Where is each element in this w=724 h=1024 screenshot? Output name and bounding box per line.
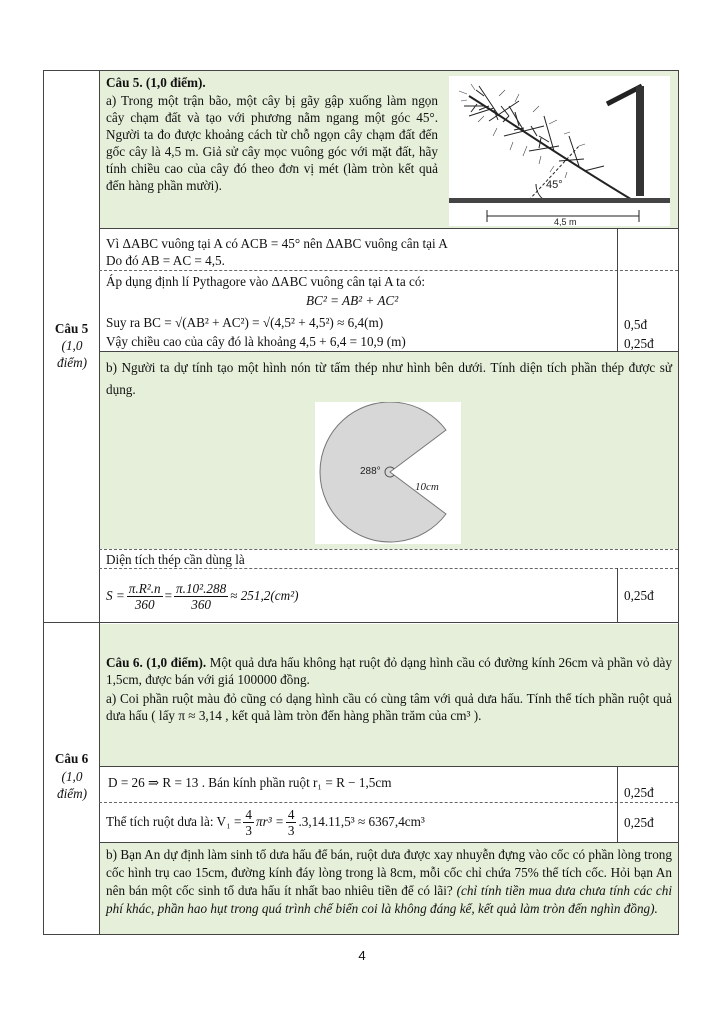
q5-score-a2: 0,25đ: [624, 336, 654, 351]
q6-intro: Câu 6. (1,0 điểm). Một quả dưa hấu không hạt ruột đỏ dạng hình cầu có đường kính 26cm và phần vỏ dày 1,5cm, được bán với giá 100000 đồng.: [106, 655, 673, 687]
fraction-1: $\frac{\text{π.R².n}}{360}$: [128, 580, 161, 612]
row-line: [99, 228, 678, 229]
formula-S: S =: [106, 588, 125, 603]
formula-result: ≈ 251,2(cm²): [230, 588, 299, 603]
row-line: [99, 568, 678, 569]
q5-sol2-formula: BC² = AB² + AC²: [306, 293, 399, 308]
q5-sol3-line1: Diện tích thép cần dùng là: [106, 552, 245, 567]
q6-side-title: Câu 6: [54, 751, 89, 766]
q6-volume-formula: Thể tích ruột dưa là: V₁ = $\frac{4}{3}$ πr³ = $\frac{4}{3}$ .3,14.11,5³ ≈ 6367,4cm³: [106, 806, 425, 838]
q6-sol1: D = 26 ⇒ R = 13 . Bán kính phần ruột r₁ = R − 1,5cm: [108, 775, 392, 790]
q5-area-formula: S = $\frac{\text{π.R².n}}{360}$ = $\frac{\text{π.10².288}}{360}$ ≈ 251,2(cm²): [106, 580, 299, 612]
page-number: 4: [358, 948, 366, 963]
sector-angle-label: 288°: [360, 466, 381, 477]
q5-score-b: 0,25đ: [624, 588, 654, 603]
tree-trunk: [636, 86, 644, 196]
fraction-4-3: $\frac{4}{3}$: [245, 806, 252, 838]
q5-sol1-line2: Do đó AB = AC = 4,5.: [106, 253, 225, 268]
q6-part-a: a) Coi phần ruột màu đỏ cũng có dạng hình cầu có cùng tâm với quả dưa hấu. Tính thể tích phần ruột quả dưa hấu ( lấy π ≈ 3,14 , kết quả làm tròn đến hàng phần trăm của cm³ ).: [106, 691, 672, 723]
column-divider: [99, 70, 100, 934]
table-border-left: [43, 70, 44, 934]
fraction-2: $\frac{\text{π.10².288}}{360}$: [176, 580, 227, 612]
length-label: 4,5 m: [554, 217, 577, 226]
q6-score-2: 0,25đ: [624, 815, 654, 830]
row-line: [99, 270, 678, 271]
q6-part-b: b) Bạn An dự định làm sinh tố dưa hấu để bán, ruột dưa được xay nhuyễn đựng vào cốc có phần lòng trong cốc hình trụ cao 15cm, đường kính đáy lòng trong là 8cm, mỗi cốc chỉ chứa 75% thể tích cốc. Hỏi bạn An nên bán một cốc sinh tố dưa hấu ít nhất bao nhiêu tiền để có lãi? (chỉ tính tiền mua dưa chưa tính các chi phí khác, phần hao hụt trong quá trình chế biến coi là không đáng kể, kết quả làm tròn đến nghìn đồng).: [106, 847, 673, 916]
ground: [449, 198, 670, 203]
q5-side-title: Câu 5: [54, 321, 89, 336]
q6-score-1: 0,25đ: [624, 785, 654, 800]
q5-score-a1: 0,5đ: [624, 317, 648, 332]
q5-title: Câu 5. (1,0 điểm).: [106, 75, 206, 90]
q5-part-b: b) Người ta dự tính tạo một hình nón từ tấm thép như hình bên dưới. Tính diện tích phần thép được sử dụng.: [106, 360, 672, 397]
row-line: [99, 842, 678, 843]
q5-side-points: (1,0 điểm): [56, 338, 88, 370]
row-line: [99, 351, 678, 352]
q5-sol1-line1: Vì ΔABC vuông tại A có ACB = 45° nên ΔABC vuông cân tại A: [106, 236, 448, 251]
table-bottom: [43, 934, 679, 935]
q5-part-a: a) Trong một trận bão, một cây bị gãy gập xuống làm ngọn cây chạm đất và tạo với phương nằm ngang một góc 45°. Người ta đo được khoảng cách từ chỗ ngọn cây chạm đất đến gốc cây là 4,5 m. Giả sử cây mọc vuông góc với mặt đất, hãy tính chiều cao của cây đó theo đơn vị mét (làm tròn kết quả đến hàng phần mười).: [106, 93, 438, 193]
sector-figure: [315, 402, 461, 544]
sector-radius-label: 10cm: [415, 481, 439, 493]
q5-q6-divider: [43, 622, 679, 623]
q5-sol2-line1: Áp dụng định lí Pythagore vào ΔABC vuông cân tại A ta có:: [106, 274, 426, 289]
score-column-line: [617, 228, 618, 351]
table-top: [43, 70, 679, 71]
fraction-4-3: $\frac{4}{3}$: [287, 806, 295, 838]
table-border-right: [678, 70, 679, 934]
score-column-line: [617, 766, 618, 842]
q5-sol2-line4: Vậy chiều cao của cây đó là khoảng 4,5 + 6,4 = 10,9 (m): [106, 334, 406, 349]
q5-sol2-line3: Suy ra BC = √(AB² + AC²) = √(4,5² + 4,5²) ≈ 6,4(m): [106, 315, 384, 330]
row-line: [99, 766, 678, 767]
tree-figure: [449, 76, 670, 226]
row-line: [99, 549, 678, 550]
score-column-line: [617, 568, 618, 622]
angle-label: 45°: [546, 179, 563, 191]
q6-side-points: (1,0 điểm): [56, 769, 88, 801]
